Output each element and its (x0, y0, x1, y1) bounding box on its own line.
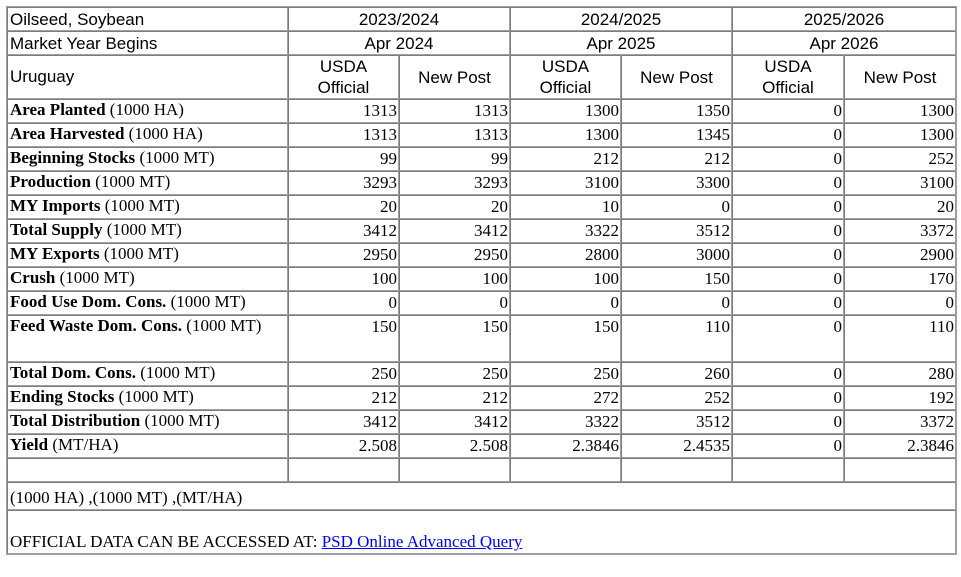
units-note: (1000 HA) ,(1000 MT) ,(MT/HA) (7, 482, 956, 510)
value-cell: 3512 (621, 410, 732, 434)
value-cell: 212 (621, 147, 732, 171)
value-cell: 3322 (510, 410, 621, 434)
value-cell: 0 (621, 195, 732, 219)
value-cell: 0 (732, 267, 844, 291)
value-cell: 212 (288, 386, 399, 410)
row-attribute-name: Yield (10, 435, 49, 454)
row-unit: (1000 MT) (135, 148, 215, 167)
value-cell: 1300 (844, 123, 956, 147)
row-attribute-name: Total Distribution (10, 411, 141, 430)
row-label (7, 147, 288, 171)
row-unit: (1000 MT) (102, 220, 182, 239)
value-cell: 3300 (621, 171, 732, 195)
table-row (7, 147, 956, 171)
col-usda-line1: USDA (764, 57, 812, 76)
value-cell: 0 (288, 291, 399, 315)
value-cell: 0 (732, 386, 844, 410)
row-attribute-name: Ending Stocks (10, 387, 115, 406)
row-unit: (1000 MT) (114, 387, 194, 406)
commodity-title: Oilseed, Soybean (7, 7, 288, 31)
value-cell: 3372 (844, 219, 956, 243)
value-cell: 10 (510, 195, 621, 219)
table-row (7, 291, 956, 315)
value-cell: 0 (399, 291, 510, 315)
row-unit: (1000 MT) (182, 316, 262, 335)
value-cell: 0 (732, 434, 844, 458)
value-cell: 0 (732, 171, 844, 195)
row-label (7, 171, 288, 195)
table-row (7, 362, 956, 386)
value-cell: 20 (288, 195, 399, 219)
market-year-begins-2: Apr 2025 (510, 31, 732, 55)
value-cell: 1300 (510, 123, 621, 147)
value-cell: 1300 (510, 99, 621, 123)
row-attribute-name: Feed Waste Dom. Cons. (10, 316, 183, 335)
value-cell: 0 (732, 291, 844, 315)
col-usda-line1: USDA (541, 57, 590, 76)
value-cell: 250 (399, 362, 510, 386)
value-cell: 0 (732, 410, 844, 434)
empty-cell (510, 458, 621, 482)
table-row (7, 410, 956, 434)
table-row (7, 99, 956, 123)
value-cell: 3322 (510, 219, 621, 243)
row-unit: (1000 MT) (166, 292, 246, 311)
table-row (7, 123, 956, 147)
row-attribute-name: Food Use Dom. Cons. (10, 292, 167, 311)
value-cell: 100 (288, 267, 399, 291)
value-cell: 2800 (510, 243, 621, 267)
value-cell: 212 (510, 147, 621, 171)
value-cell: 212 (399, 386, 510, 410)
row-unit: (1000 MT) (135, 363, 216, 382)
psd-data-table (6, 6, 957, 555)
value-cell: 2950 (399, 243, 510, 267)
value-cell: 3293 (399, 171, 510, 195)
empty-cell (732, 458, 844, 482)
row-unit: (1000 MT) (99, 244, 179, 263)
row-label (7, 267, 288, 291)
value-cell: 0 (844, 291, 956, 315)
row-unit: (1000 MT) (140, 411, 220, 430)
value-cell: 110 (621, 315, 732, 362)
row-label (7, 123, 288, 147)
row-attribute-name: MY Exports (10, 244, 100, 263)
market-year-begins-1: Apr 2024 (288, 31, 510, 55)
row-attribute-name: Total Dom. Cons. (10, 363, 136, 382)
row-attribute-name: Total Supply (10, 220, 103, 239)
value-cell: 99 (288, 147, 399, 171)
value-cell: 20 (399, 195, 510, 219)
value-cell: 250 (510, 362, 621, 386)
table-row (7, 434, 956, 458)
row-label (7, 386, 288, 410)
value-cell: 150 (399, 315, 510, 362)
value-cell: 110 (844, 315, 956, 362)
value-cell: 2950 (288, 243, 399, 267)
row-unit: (1000 MT) (100, 196, 180, 215)
value-cell: 3412 (399, 219, 510, 243)
row-unit: (1000 MT) (55, 268, 135, 287)
psd-online-link[interactable]: PSD Online Advanced Query (321, 532, 523, 551)
value-cell: 1313 (288, 99, 399, 123)
row-attribute-name: Area Harvested (10, 124, 125, 143)
col-usda-official (288, 55, 399, 99)
col-usda-line2: Official (762, 78, 814, 97)
row-attribute-name: Area Planted (10, 100, 106, 119)
value-cell: 150 (288, 315, 399, 362)
table-row (7, 386, 956, 410)
year-header-2: 2024/2025 (510, 7, 732, 31)
row-label (7, 219, 288, 243)
col-new-post: New Post (399, 55, 510, 99)
value-cell: 3293 (288, 171, 399, 195)
value-cell: 100 (510, 267, 621, 291)
value-cell: 0 (621, 291, 732, 315)
row-label (7, 195, 288, 219)
row-label (7, 362, 288, 386)
value-cell: 260 (621, 362, 732, 386)
row-attribute-name: Production (10, 172, 91, 191)
empty-cell (399, 458, 510, 482)
value-cell: 2900 (844, 243, 956, 267)
table-row (7, 315, 956, 362)
row-label (7, 243, 288, 267)
col-new-post: New Post (844, 55, 956, 99)
year-header-3: 2025/2026 (732, 7, 956, 31)
value-cell: 2.508 (288, 434, 399, 458)
year-header-1: 2023/2024 (288, 7, 510, 31)
row-attribute-name: Beginning Stocks (10, 148, 136, 167)
value-cell: 0 (732, 123, 844, 147)
row-label (7, 434, 288, 458)
row-unit: (1000 HA) (105, 100, 184, 119)
empty-cell (844, 458, 956, 482)
value-cell: 272 (510, 386, 621, 410)
value-cell: 252 (621, 386, 732, 410)
value-cell: 1313 (399, 99, 510, 123)
value-cell: 0 (732, 219, 844, 243)
value-cell: 2.4535 (621, 434, 732, 458)
market-year-begins-3: Apr 2026 (732, 31, 956, 55)
value-cell: 3512 (621, 219, 732, 243)
col-usda-line2: Official (317, 78, 370, 97)
country-label: Uruguay (7, 55, 288, 99)
row-label (7, 315, 288, 362)
value-cell: 99 (399, 147, 510, 171)
value-cell: 150 (510, 315, 621, 362)
value-cell: 0 (732, 315, 844, 362)
value-cell: 1313 (288, 123, 399, 147)
row-attribute-name: MY Imports (10, 196, 101, 215)
row-unit: (1000 MT) (90, 172, 171, 191)
table-row (7, 243, 956, 267)
value-cell: 0 (732, 243, 844, 267)
value-cell: 192 (844, 386, 956, 410)
value-cell: 2.3846 (844, 434, 956, 458)
official-data-footer (7, 510, 956, 554)
value-cell: 3000 (621, 243, 732, 267)
value-cell: 150 (621, 267, 732, 291)
value-cell: 280 (844, 362, 956, 386)
value-cell: 0 (732, 195, 844, 219)
value-cell: 1350 (621, 99, 732, 123)
value-cell: 20 (844, 195, 956, 219)
table-row (7, 171, 956, 195)
empty-cell (288, 458, 399, 482)
value-cell: 250 (288, 362, 399, 386)
row-attribute-name: Crush (10, 268, 56, 287)
table-row (7, 219, 956, 243)
value-cell: 1345 (621, 123, 732, 147)
row-unit: (1000 HA) (124, 124, 203, 143)
row-label (7, 410, 288, 434)
col-new-post: New Post (621, 55, 732, 99)
value-cell: 252 (844, 147, 956, 171)
row-unit: (MT/HA) (48, 435, 119, 454)
value-cell: 0 (732, 147, 844, 171)
value-cell: 0 (732, 362, 844, 386)
value-cell: 1300 (844, 99, 956, 123)
value-cell: 1313 (399, 123, 510, 147)
value-cell: 2.508 (399, 434, 510, 458)
col-usda-official (732, 55, 844, 99)
empty-cell (621, 458, 732, 482)
value-cell: 0 (732, 99, 844, 123)
value-cell: 3100 (844, 171, 956, 195)
value-cell: 2.3846 (510, 434, 621, 458)
row-label (7, 99, 288, 123)
value-cell: 3412 (288, 410, 399, 434)
value-cell: 3372 (844, 410, 956, 434)
col-usda-line1: USDA (319, 57, 368, 76)
value-cell: 100 (399, 267, 510, 291)
table-row (7, 195, 956, 219)
value-cell: 3412 (288, 219, 399, 243)
col-usda-line2: Official (539, 78, 592, 97)
row-label (7, 291, 288, 315)
table-row (7, 267, 956, 291)
value-cell: 3412 (399, 410, 510, 434)
empty-cell (7, 458, 288, 482)
value-cell: 170 (844, 267, 956, 291)
col-usda-official (510, 55, 621, 99)
footer-prefix: OFFICIAL DATA CAN BE ACCESSED AT: (10, 532, 322, 551)
market-year-label: Market Year Begins (7, 31, 288, 55)
value-cell: 3100 (510, 171, 621, 195)
value-cell: 0 (510, 291, 621, 315)
